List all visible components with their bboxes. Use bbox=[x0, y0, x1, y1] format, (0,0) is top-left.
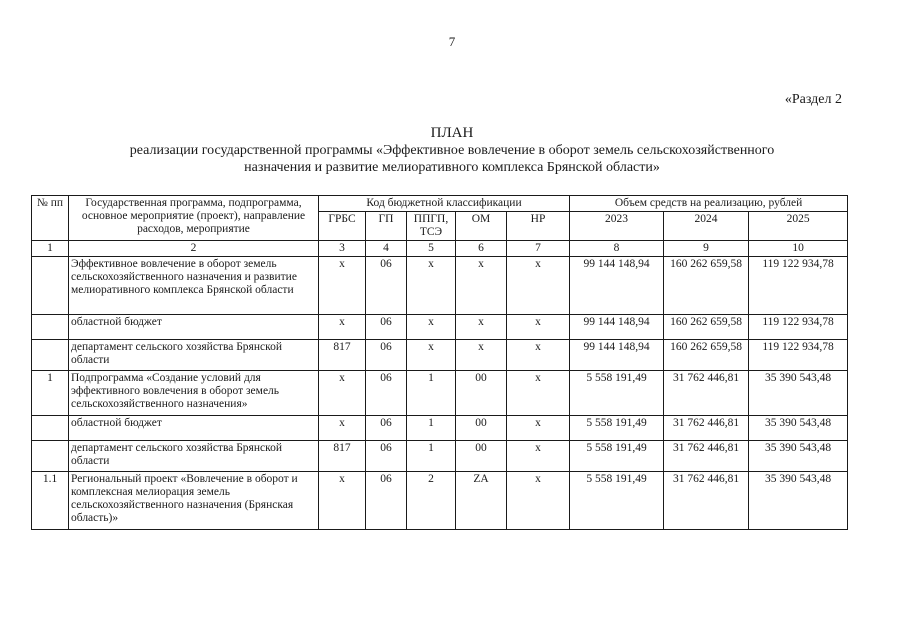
cell-ppgp: х bbox=[407, 340, 456, 371]
cell-gp: 06 bbox=[366, 371, 407, 416]
plan-table bbox=[31, 195, 848, 530]
cell-ppgp: 1 bbox=[407, 416, 456, 441]
header-year-2025: 2025 bbox=[749, 212, 848, 241]
cell-om: 00 bbox=[456, 441, 507, 472]
cell-2023: 5 558 191,49 bbox=[570, 441, 664, 472]
section-mark: «Раздел 2 bbox=[784, 92, 842, 107]
column-number: 7 bbox=[507, 241, 570, 257]
table-row bbox=[32, 257, 848, 315]
cell-name: областной бюджет bbox=[69, 315, 319, 340]
cell-2024: 160 262 659,58 bbox=[664, 315, 749, 340]
header-npp: № пп bbox=[32, 196, 69, 241]
cell-nr: х bbox=[507, 441, 570, 472]
header-nr: НР bbox=[507, 212, 570, 241]
cell-2023: 5 558 191,49 bbox=[570, 371, 664, 416]
cell-grbs: х bbox=[319, 472, 366, 530]
cell-om: 00 bbox=[456, 416, 507, 441]
cell-2025: 119 122 934,78 bbox=[749, 257, 848, 315]
header-volume-group: Объем средств на реализацию, рублей bbox=[570, 196, 848, 212]
cell-ppgp: 1 bbox=[407, 371, 456, 416]
cell-2025: 119 122 934,78 bbox=[749, 340, 848, 371]
table-row bbox=[32, 472, 848, 530]
cell-gp: 06 bbox=[366, 416, 407, 441]
cell-gp: 06 bbox=[366, 340, 407, 371]
column-number: 2 bbox=[69, 241, 319, 257]
cell-name: департамент сельского хозяйства Брянской области bbox=[69, 441, 319, 472]
page-number: 7 bbox=[448, 34, 456, 49]
cell-2025: 119 122 934,78 bbox=[749, 315, 848, 340]
cell-2025: 35 390 543,48 bbox=[749, 371, 848, 416]
cell-nr: х bbox=[507, 257, 570, 315]
cell-2023: 99 144 148,94 bbox=[570, 340, 664, 371]
cell-npp: 1.1 bbox=[32, 472, 69, 530]
column-numbers-row bbox=[32, 241, 848, 257]
cell-npp bbox=[32, 441, 69, 472]
header-year-2024: 2024 bbox=[664, 212, 749, 241]
title-block bbox=[60, 124, 844, 176]
cell-name: Эффективное вовлечение в оборот земель сельскохозяйственного назначения и развитие мелиоративного комплекса Брянской области bbox=[69, 257, 319, 315]
cell-2024: 160 262 659,58 bbox=[664, 257, 749, 315]
cell-gp: 06 bbox=[366, 441, 407, 472]
cell-om: х bbox=[456, 315, 507, 340]
header-gp: ГП bbox=[366, 212, 407, 241]
column-number: 1 bbox=[32, 241, 69, 257]
column-number: 5 bbox=[407, 241, 456, 257]
document-subtitle-line2: назначения и развитие мелиоративного комплекса Брянской области» bbox=[244, 160, 660, 175]
cell-2023: 99 144 148,94 bbox=[570, 257, 664, 315]
cell-npp bbox=[32, 315, 69, 340]
column-number: 10 bbox=[749, 241, 848, 257]
table-row bbox=[32, 315, 848, 340]
cell-nr: х bbox=[507, 371, 570, 416]
cell-2023: 5 558 191,49 bbox=[570, 416, 664, 441]
cell-ppgp: х bbox=[407, 315, 456, 340]
cell-2024: 160 262 659,58 bbox=[664, 340, 749, 371]
header-row-1 bbox=[32, 196, 848, 212]
cell-2024: 31 762 446,81 bbox=[664, 472, 749, 530]
column-number: 8 bbox=[570, 241, 664, 257]
cell-2023: 5 558 191,49 bbox=[570, 472, 664, 530]
cell-gp: 06 bbox=[366, 257, 407, 315]
cell-grbs: х bbox=[319, 315, 366, 340]
cell-2025: 35 390 543,48 bbox=[749, 416, 848, 441]
header-name: Государственная программа, подпрограмма, основное мероприятие (проект), направление расходов, мероприятие bbox=[69, 196, 319, 241]
table-row bbox=[32, 416, 848, 441]
cell-name: Подпрограмма «Создание условий для эффективного вовлечения в оборот земель сельскохозяйственного назначения» bbox=[69, 371, 319, 416]
document-subtitle-line1: реализации государственной программы «Эффективное вовлечение в оборот земель сельскохозяйственного bbox=[129, 143, 775, 158]
header-om: ОМ bbox=[456, 212, 507, 241]
column-number: 6 bbox=[456, 241, 507, 257]
table-row bbox=[32, 340, 848, 371]
cell-om: х bbox=[456, 257, 507, 315]
cell-om: ZA bbox=[456, 472, 507, 530]
cell-npp bbox=[32, 416, 69, 441]
column-number: 9 bbox=[664, 241, 749, 257]
cell-2025: 35 390 543,48 bbox=[749, 441, 848, 472]
table-row bbox=[32, 441, 848, 472]
cell-2023: 99 144 148,94 bbox=[570, 315, 664, 340]
table-row bbox=[32, 371, 848, 416]
cell-gp: 06 bbox=[366, 315, 407, 340]
header-code-group: Код бюджетной классификации bbox=[319, 196, 570, 212]
cell-2025: 35 390 543,48 bbox=[749, 472, 848, 530]
cell-2024: 31 762 446,81 bbox=[664, 416, 749, 441]
cell-npp bbox=[32, 257, 69, 315]
document-title: ПЛАН bbox=[430, 125, 474, 141]
cell-2024: 31 762 446,81 bbox=[664, 371, 749, 416]
cell-nr: х bbox=[507, 472, 570, 530]
cell-grbs: х bbox=[319, 416, 366, 441]
cell-name: департамент сельского хозяйства Брянской области bbox=[69, 340, 319, 371]
cell-grbs: 817 bbox=[319, 441, 366, 472]
cell-nr: х bbox=[507, 416, 570, 441]
cell-om: х bbox=[456, 340, 507, 371]
cell-grbs: х bbox=[319, 371, 366, 416]
cell-npp: 1 bbox=[32, 371, 69, 416]
cell-npp bbox=[32, 340, 69, 371]
header-grbs: ГРБС bbox=[319, 212, 366, 241]
cell-nr: х bbox=[507, 340, 570, 371]
cell-ppgp: 1 bbox=[407, 441, 456, 472]
cell-name: Региональный проект «Вовлечение в оборот и комплексная мелиорация земель сельскохозяйственного назначения (Брянская область)» bbox=[69, 472, 319, 530]
header-year-2023: 2023 bbox=[570, 212, 664, 241]
cell-om: 00 bbox=[456, 371, 507, 416]
cell-ppgp: х bbox=[407, 257, 456, 315]
cell-ppgp: 2 bbox=[407, 472, 456, 530]
cell-gp: 06 bbox=[366, 472, 407, 530]
cell-2024: 31 762 446,81 bbox=[664, 441, 749, 472]
column-number: 4 bbox=[366, 241, 407, 257]
cell-name: областной бюджет bbox=[69, 416, 319, 441]
header-ppgp: ППГП, ТСЭ bbox=[407, 212, 456, 241]
cell-grbs: х bbox=[319, 257, 366, 315]
column-number: 3 bbox=[319, 241, 366, 257]
cell-nr: х bbox=[507, 315, 570, 340]
cell-grbs: 817 bbox=[319, 340, 366, 371]
